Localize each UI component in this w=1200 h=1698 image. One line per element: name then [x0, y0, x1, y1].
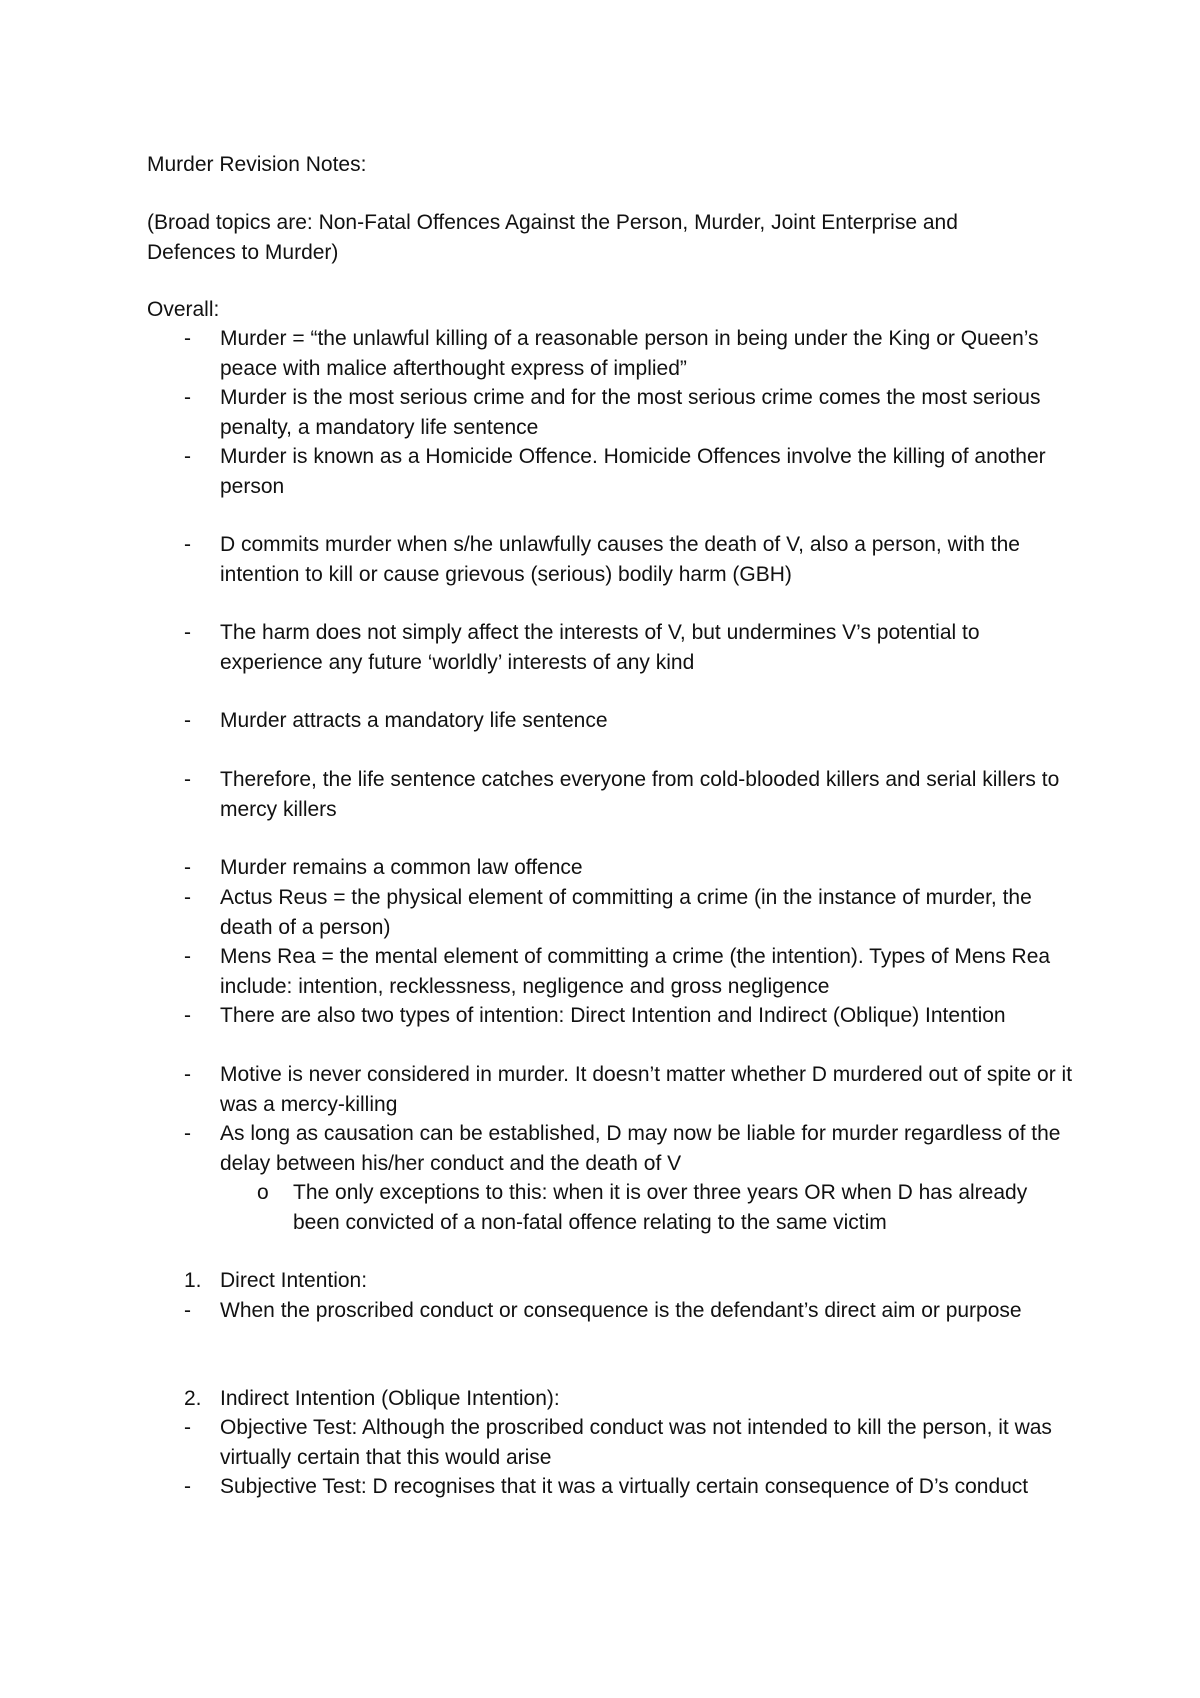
- bullet-item: [184, 706, 1084, 736]
- bullet-text: Murder attracts a mandatory life sentence: [220, 709, 608, 732]
- dash-marker: -: [184, 386, 191, 409]
- bullet-item: [184, 1119, 1084, 1178]
- bullet-item: [184, 442, 1084, 501]
- intro-paragraph: (Broad topics are: Non-Fatal Offences Against the Person, Murder, Joint Enterprise and Defences to Murder): [147, 211, 958, 264]
- dash-marker: -: [184, 1004, 191, 1027]
- section-heading: [184, 1384, 1084, 1414]
- dash-marker: -: [184, 533, 191, 556]
- dash-marker: -: [184, 1063, 191, 1086]
- bullet-text: Murder is the most serious crime and for the most serious crime comes the most serious penalty, a mandatory life sentence: [220, 386, 1041, 439]
- bullet-text: When the proscribed conduct or consequence is the defendant’s direct aim or purpose: [220, 1299, 1022, 1322]
- document-title: Murder Revision Notes:: [147, 153, 367, 176]
- bullet-item: [184, 324, 1084, 383]
- bullet-text: Murder = “the unlawful killing of a reasonable person in being under the King or Queen’s peace with malice afterthought express of implied”: [220, 327, 1039, 380]
- bullet-text: Subjective Test: D recognises that it was a virtually certain consequence of D’s conduct: [220, 1475, 1029, 1498]
- overall-heading: Overall:: [147, 298, 220, 321]
- bullet-text: Mens Rea = the mental element of committing a crime (the intention). Types of Mens Rea include: intention, recklessness, negligence and gross negligence: [220, 945, 1051, 998]
- sub-bullet-text: The only exceptions to this: when it is over three years OR when D has already been convicted of a non-fatal offence relating to the same victim: [293, 1181, 1028, 1234]
- dash-marker: -: [184, 709, 191, 732]
- bullet-text: Actus Reus = the physical element of committing a crime (in the instance of murder, the death of a person): [220, 886, 1032, 939]
- bullet-item: [184, 1060, 1084, 1119]
- bullet-item: [184, 942, 1084, 1001]
- dash-marker: -: [184, 621, 191, 644]
- section-number: 1.: [184, 1269, 202, 1292]
- bullet-text: There are also two types of intention: Direct Intention and Indirect (Oblique) Intention: [220, 1004, 1006, 1027]
- section-number: 2.: [184, 1387, 202, 1410]
- section-title: Indirect Intention (Oblique Intention):: [220, 1387, 560, 1410]
- dash-marker: -: [184, 445, 191, 468]
- dash-marker: -: [184, 327, 191, 350]
- dash-marker: -: [184, 1122, 191, 1145]
- bullet-item: [184, 883, 1084, 942]
- bullet-text: The harm does not simply affect the interests of V, but undermines V’s potential to experience any future ‘worldly’ interests of any kind: [220, 621, 980, 674]
- dash-marker: -: [184, 886, 191, 909]
- bullet-item: [184, 618, 1084, 677]
- section-title: Direct Intention:: [220, 1269, 368, 1292]
- section-heading: [184, 1266, 1084, 1296]
- bullet-item: [184, 1001, 1084, 1031]
- bullet-text: Therefore, the life sentence catches everyone from cold-blooded killers and serial killers to mercy killers: [220, 768, 1060, 821]
- bullet-item: [184, 765, 1084, 824]
- bullet-item: [184, 383, 1084, 442]
- bullet-text: Murder remains a common law offence: [220, 856, 583, 879]
- bullet-item: [184, 1413, 1084, 1472]
- dash-marker: -: [184, 1475, 191, 1498]
- bullet-text: Murder is known as a Homicide Offence. Homicide Offences involve the killing of another person: [220, 445, 1046, 498]
- bullet-text: As long as causation can be established, D may now be liable for murder regardless of the delay between his/her conduct and the death of V: [220, 1122, 1061, 1175]
- bullet-item: [184, 1472, 1084, 1502]
- dash-marker: -: [184, 856, 191, 879]
- dash-marker: -: [184, 1416, 191, 1439]
- dash-marker: -: [184, 768, 191, 791]
- sub-bullet-item: [257, 1178, 1077, 1237]
- dash-marker: -: [184, 1299, 191, 1322]
- bullet-item: [184, 853, 1084, 883]
- dash-marker: -: [184, 945, 191, 968]
- bullet-text: D commits murder when s/he unlawfully causes the death of V, also a person, with the intention to kill or cause grievous (serious) bodily harm (GBH): [220, 533, 1020, 586]
- circle-marker: o: [257, 1181, 269, 1204]
- bullet-text: Motive is never considered in murder. It doesn’t matter whether D murdered out of spite or it was a mercy-killing: [220, 1063, 1073, 1116]
- bullet-text: Objective Test: Although the proscribed conduct was not intended to kill the person, it was virtually certain that this would arise: [220, 1416, 1052, 1469]
- bullet-item: [184, 1296, 1084, 1326]
- bullet-item: [184, 530, 1084, 589]
